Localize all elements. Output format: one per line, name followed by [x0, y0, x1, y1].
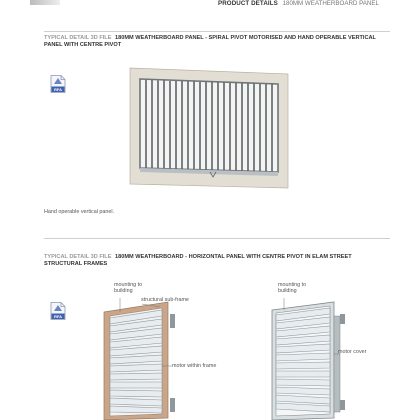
section-title: [44, 35, 384, 49]
file-icon-label: RFA: [54, 87, 62, 92]
header-title: [218, 0, 379, 7]
header-title-light: 180MM WEATHERBOARD PANEL: [282, 0, 379, 7]
vertical-louvre-panel-drawing: [128, 68, 290, 190]
section-kicker: TYPICAL DETAIL 3D FILE: [44, 35, 112, 41]
horizontal-louvre-motor-cover-drawing: [270, 296, 350, 420]
callout-motor-within: motor within frame: [172, 363, 217, 369]
callout-sub-frame: structural sub-frame: [141, 297, 189, 303]
section-divider: [44, 238, 390, 239]
callout-line: mounting to: [114, 282, 143, 288]
page-header: [0, 0, 420, 14]
callout-motor-cover: motor cover: [338, 349, 367, 355]
file-icon-label: RFA: [54, 314, 62, 319]
callout-mounting-right: [278, 282, 306, 294]
horizontal-louvre-subframe-drawing: [98, 298, 184, 420]
rfa-file-icon[interactable]: [50, 302, 66, 320]
section-divider: [44, 31, 390, 32]
callout-line: building: [278, 288, 297, 294]
callout-line: mounting to: [278, 282, 307, 288]
callout-line: building: [114, 288, 133, 294]
brand-mark: [30, 0, 60, 5]
rfa-file-icon[interactable]: [50, 75, 66, 93]
section-kicker: TYPICAL DETAIL 3D FILE: [44, 254, 112, 260]
callout-mounting-left: [114, 282, 142, 294]
section-heading: 180MM WEATHERBOARD - HORIZONTAL PANEL WITH CENTRE PIVOT IN ELAM STREET STRUCTURAL FRAMES: [44, 254, 352, 268]
section-heading: 180MM WEATHERBOARD PANEL - SPIRAL PIVOT MOTORISED AND HAND OPERABLE VERTICAL PANEL WITH CENTRE PIVOT: [44, 35, 376, 49]
header-title-strong: PRODUCT DETAILS: [218, 0, 278, 7]
figure-caption: Hand operable vertical panel.: [44, 209, 115, 215]
section-title: [44, 254, 384, 268]
